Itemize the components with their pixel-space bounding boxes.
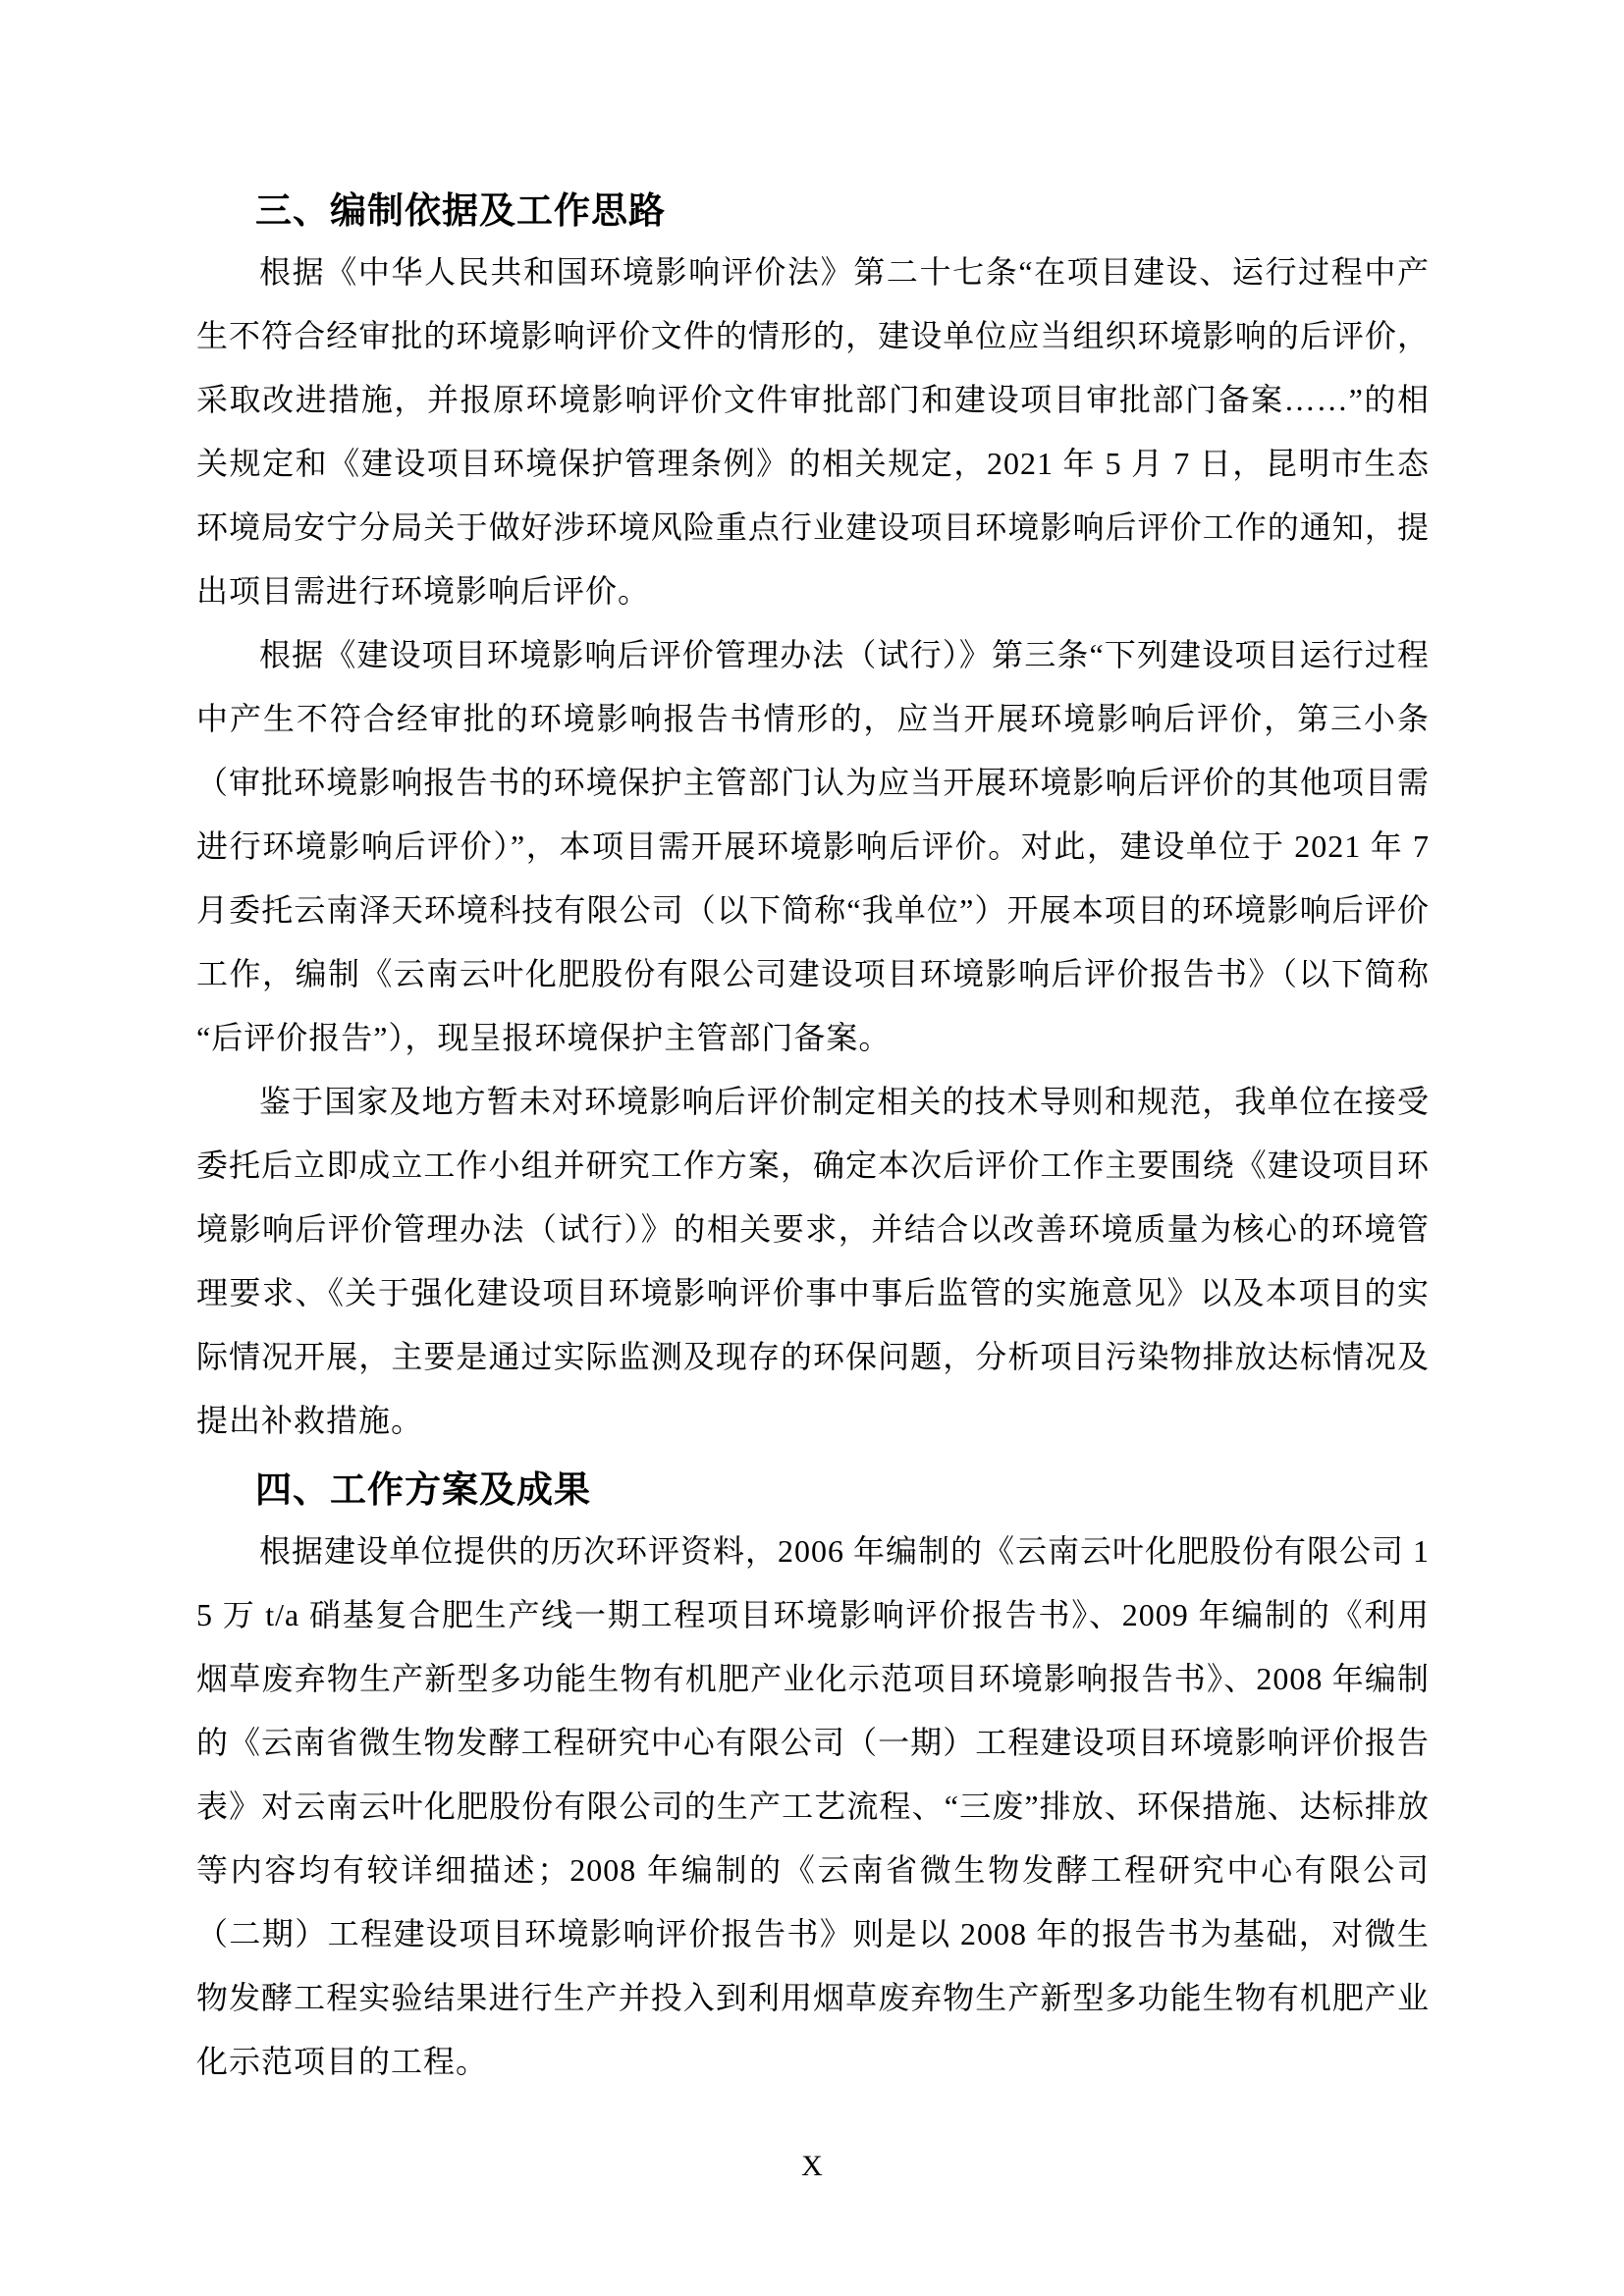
paragraph-post-evaluation-measures: 根据《建设项目环境影响后评价管理办法（试行）》第三条“下列建设项目运行过程中产生不符合经审批的环境影响报告书情形的，应当开展环境影响后评价，第三小条（审批环境影响报告书的环境保护主管部门认为应当开展环境影响后评价的其他项目需进行环境影响后评价）”，本项目需开展环境影响后评价。对此，建设单位于 2021 年 7 月委托云南泽天环境科技有限公司（以下简称“我单位”）开展本项目的环境影响后评价工作，编制《云南云叶化肥股份有限公司建设项目环境影响后评价报告书》（以下简称“后评价报告”），现呈报环境保护主管部门备案。 bbox=[196, 637, 1430, 1055]
paragraph-work-group: 鉴于国家及地方暂未对环境影响后评价制定相关的技术导则和规范，我单位在接受委托后立即成立工作小组并研究工作方案，确定本次后评价工作主要围绕《建设项目环境影响后评价管理办法（试行）》的相关要求，并结合以改善环境质量为核心的环境管理要求、《关于强化建设项目环境影响评价事中事后监管的实施意见》以及本项目的实际情况开展，主要是通过实际监测及现存的环保问题，分析项目污染物排放达标情况及提出补救措施。 bbox=[196, 1084, 1430, 1438]
section-heading-compilation-basis: 三、编制依据及工作思路 bbox=[255, 190, 666, 231]
page-number: X bbox=[801, 2150, 823, 2182]
paragraph-legal-basis: 根据《中华人民共和国环境影响评价法》第二十七条“在项目建设、运行过程中产生不符合经审批的环境影响评价文件的情形的，建设单位应当组织环境影响的后评价，采取改进措施，并报原环境影响评价文件审批部门和建设项目审批部门备案……”的相关规定和《建设项目环境保护管理条例》的相关规定，2021 年 5 月 7 日，昆明市生态环境局安宁分局关于做好涉环境风险重点行业建设项目环境影响后评价工作的通知，提出项目需进行环境影响后评价。 bbox=[196, 254, 1430, 609]
section-heading-work-plan: 四、工作方案及成果 bbox=[255, 1469, 591, 1510]
content-area bbox=[196, 182, 1430, 2094]
paragraph-previous-eia-reports: 根据建设单位提供的历次环评资料，2006 年编制的《云南云叶化肥股份有限公司 15 万 t/a 硝基复合肥生产线一期工程项目环境影响评价报告书》、2009 年编制的《利用烟草废弃物生产新型多功能生物有机肥产业化示范项目环境影响报告书》、2008 年编制的《云南省微生物发酵工程研究中心有限公司（一期）工程建设项目环境影响评价报告表》对云南云叶化肥股份有限公司的生产工艺流程、“三废”排放、环保措施、达标排放等内容均有较详细描述；2008 年编制的《云南省微生物发酵工程研究中心有限公司（二期）工程建设项目环境影响评价报告书》则是以 2008 年的报告书为基础，对微生物发酵工程实验结果进行生产并投入到利用烟草废弃物生产新型多功能生物有机肥产业化示范项目的工程。 bbox=[196, 1533, 1431, 2079]
